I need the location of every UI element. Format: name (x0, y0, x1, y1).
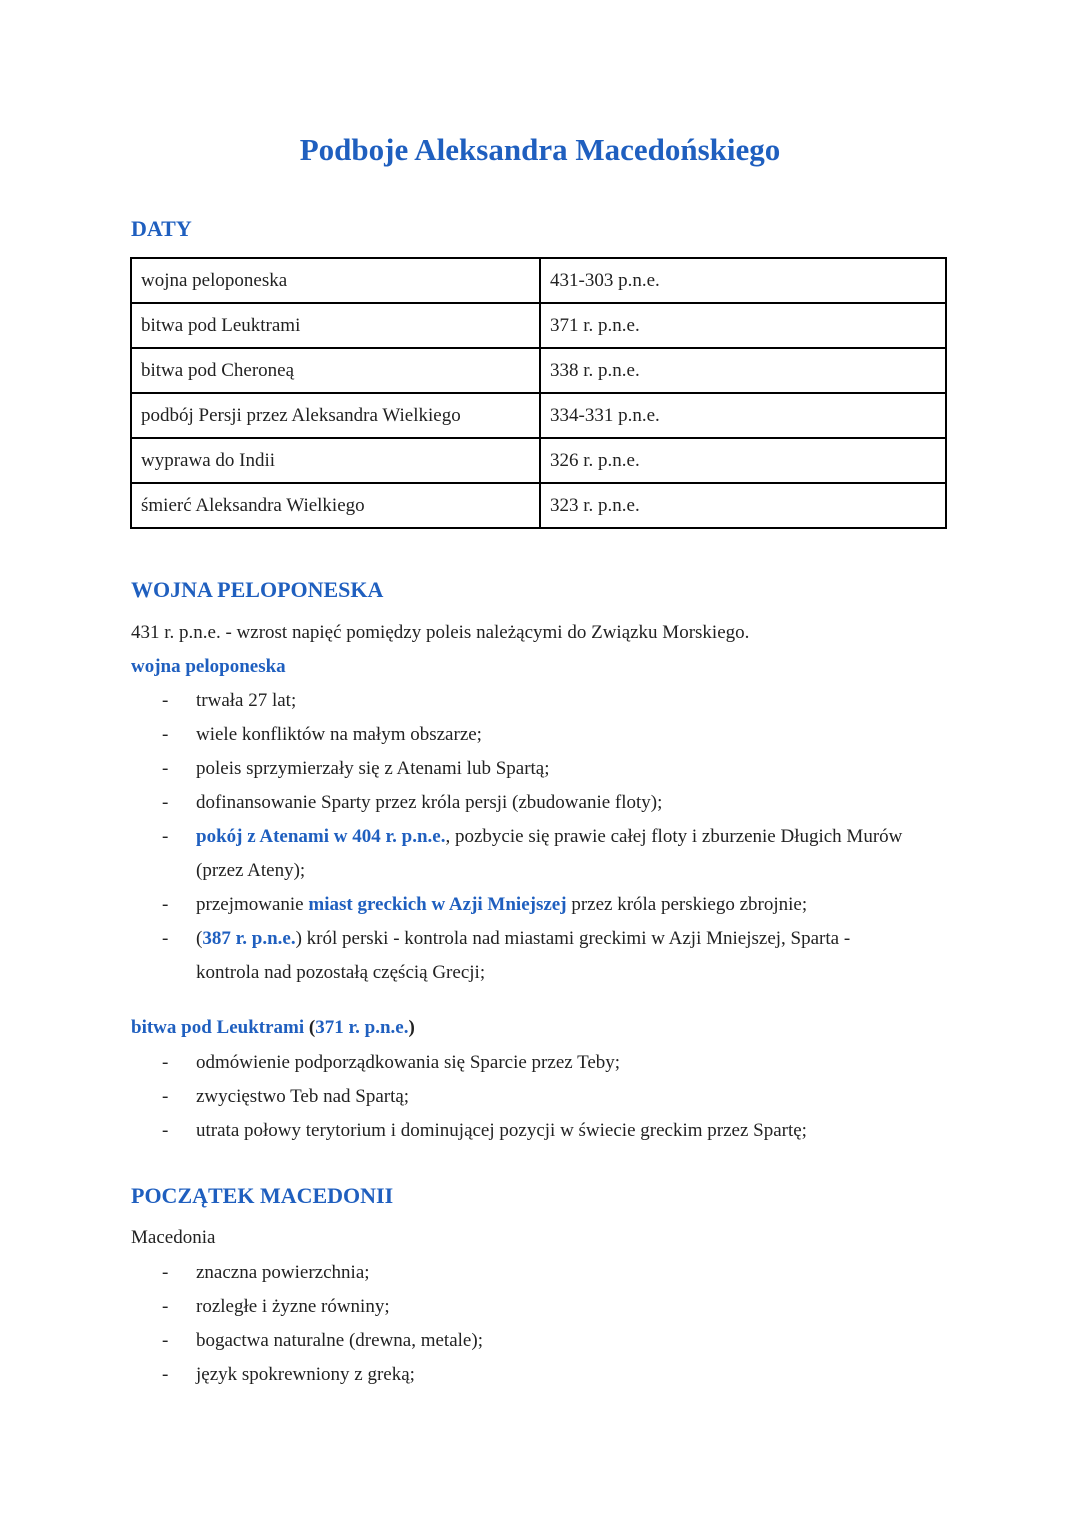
bullet-dash: - (162, 1262, 169, 1283)
date-cell: 338 r. p.n.e. (540, 348, 946, 393)
table-row (131, 348, 946, 393)
list-item: - pokój z Atenami w 404 r. p.n.e., pozbycie się prawie całej floty i zburzenie Długich Murów (przez Ateny); (131, 820, 951, 888)
event-cell: śmierć Aleksandra Wielkiego (131, 483, 540, 528)
list-item: - rozległe i żyzne równiny; (131, 1290, 951, 1324)
bullet-dash: - (162, 690, 169, 711)
highlight-text: miast greckich w Azji Mniejszej (308, 894, 567, 915)
list-item: - poleis sprzymierzały się z Atenami lub Spartą; (131, 752, 951, 786)
bullet-dash: - (162, 1086, 169, 1107)
event-cell: bitwa pod Leuktrami (131, 303, 540, 348)
list-item: - odmówienie podporządkowania się Sparcie przez Teby; (131, 1046, 951, 1080)
list-item: - trwała 27 lat; (131, 684, 951, 718)
list-item: - dofinansowanie Sparty przez króla persji (zbudowanie floty); (131, 786, 951, 820)
event-cell: bitwa pod Cheroneą (131, 348, 540, 393)
table-row (131, 258, 946, 303)
list-item: - znaczna powierzchnia; (131, 1256, 951, 1290)
bullet-dash: - (162, 826, 169, 847)
list-item: - bogactwa naturalne (drewna, metale); (131, 1324, 951, 1358)
highlight-text: pokój z Atenami w 404 r. p.n.e. (196, 826, 446, 847)
wojna-list (131, 684, 951, 990)
event-cell: wyprawa do Indii (131, 438, 540, 483)
bullet-dash: - (162, 1052, 169, 1073)
section-heading-daty: DATY (131, 216, 192, 241)
event-cell: wojna peloponeska (131, 258, 540, 303)
section-heading-wojna: WOJNA PELOPONESKA (131, 577, 384, 602)
list-item: - zwycięstwo Teb nad Spartą; (131, 1080, 951, 1114)
leuktry-list (131, 1046, 951, 1148)
table-row (131, 393, 946, 438)
bullet-dash: - (162, 894, 169, 915)
date-cell: 323 r. p.n.e. (540, 483, 946, 528)
bullet-dash: - (162, 792, 169, 813)
wojna-subheading: wojna peloponeska (131, 656, 286, 677)
list-item: - (387 r. p.n.e.) król perski - kontrola nad miastami greckimi w Azji Mniejszej, Sparta - kontrola nad pozostałą częścią Grecji; (131, 922, 951, 990)
bullet-dash: - (162, 1296, 169, 1317)
date-cell: 431-303 p.n.e. (540, 258, 946, 303)
date-cell: 371 r. p.n.e. (540, 303, 946, 348)
list-item: - przejmowanie miast greckich w Azji Mniejszej przez króla perskiego zbrojnie; (131, 888, 951, 922)
list-item: - utrata połowy terytorium i dominującej pozycji w świecie greckim przez Spartę; (131, 1114, 951, 1148)
bullet-dash: - (162, 1120, 169, 1141)
wojna-intro: 431 r. p.n.e. - wzrost napięć pomiędzy poleis należącymi do Związku Morskiego. (131, 622, 750, 643)
bullet-dash: - (162, 724, 169, 745)
bullet-dash: - (162, 1364, 169, 1385)
date-cell: 326 r. p.n.e. (540, 438, 946, 483)
bullet-dash: - (162, 1330, 169, 1351)
table-row (131, 303, 946, 348)
macedonia-intro: Macedonia (131, 1227, 216, 1248)
highlight-text: 387 r. p.n.e. (202, 928, 296, 949)
list-item: - wiele konfliktów na małym obszarze; (131, 718, 951, 752)
leuktry-subheading: bitwa pod Leuktrami (371 r. p.n.e.) (131, 1017, 415, 1038)
bullet-dash: - (162, 758, 169, 779)
page-title: Podboje Aleksandra Macedońskiego (299, 132, 781, 167)
section-heading-macedonia: POCZĄTEK MACEDONII (131, 1183, 394, 1208)
table-row (131, 438, 946, 483)
event-cell: podbój Persji przez Aleksandra Wielkiego (131, 393, 540, 438)
table-row (131, 483, 946, 528)
date-cell: 334-331 p.n.e. (540, 393, 946, 438)
list-item: - język spokrewniony z greką; (131, 1358, 951, 1392)
dates-table (130, 257, 947, 529)
macedonia-list (131, 1256, 951, 1392)
bullet-dash: - (162, 928, 169, 949)
